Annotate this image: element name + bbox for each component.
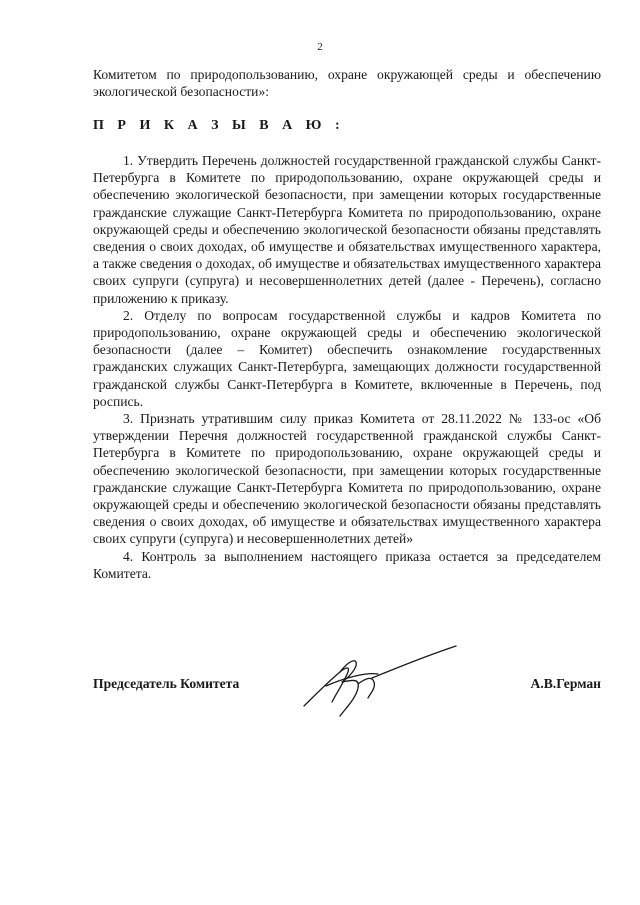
order-items — [93, 152, 601, 582]
order-item-4: 4. Контроль за выполнением настоящего приказа остается за председателем Комитета. — [93, 548, 601, 581]
order-heading: П Р И К А З Ы В А Ю : — [93, 118, 345, 133]
signatory-name: А.В.Герман — [530, 676, 601, 691]
order-item-1: 1. Утвердить Перечень должностей государственной гражданской службы Санкт-Петербурга в Комитете по природопользованию, охране окружающей среды и обеспечению экологической безопасности, при замещении которых государственные гражданские служащие Санкт-Петербурга Комитета по природопользованию, охране окружающей среды и обеспечению экологической безопасности обязаны представлять сведения о своих доходах, об имуществе и обязательствах имущественного характера, а также сведения о доходах, об имуществе и обязательствах имущественного характера своих супруги (супруга) и несовершеннолетних детей (далее - Перечень), согласно приложению к приказу. — [93, 153, 601, 306]
order-item-2: 2. Отделу по вопросам государственной службы и кадров Комитета по природопользованию, охране окружающей среды и обеспечению экологической безопасности (далее – Комитет) обеспечить ознакомление государственных гражданских служащих Санкт-Петербурга, замещающих должности государственной гражданской службы Санкт-Петербурга в Комитете, включенные в Перечень, под роспись. — [93, 307, 601, 409]
signatory-title: Председатель Комитета — [93, 676, 240, 691]
intro-paragraph: Комитетом по природопользованию, охране окружающей среды и обеспечению экологической безопасности»: — [93, 67, 601, 100]
handwritten-signature — [296, 642, 462, 722]
page-number: 2 — [317, 41, 323, 53]
order-item-3: 3. Признать утратившим силу приказ Комитета от 28.11.2022 № 133-ос «Об утверждении Перечня должностей государственной гражданской службы Санкт-Петербурга в Комитете по природопользованию, охране окружающей среды и обеспечению экологической безопасности, при замещении которых государственные гражданские служащие Санкт-Петербурга Комитета по природопользованию, охране окружающей среды и обеспечению экологической безопасности обязаны представлять сведения о своих доходах, об имуществе и обязательствах имущественного характера своих супруги (супруга) и несовершеннолетних детей» — [93, 411, 601, 547]
